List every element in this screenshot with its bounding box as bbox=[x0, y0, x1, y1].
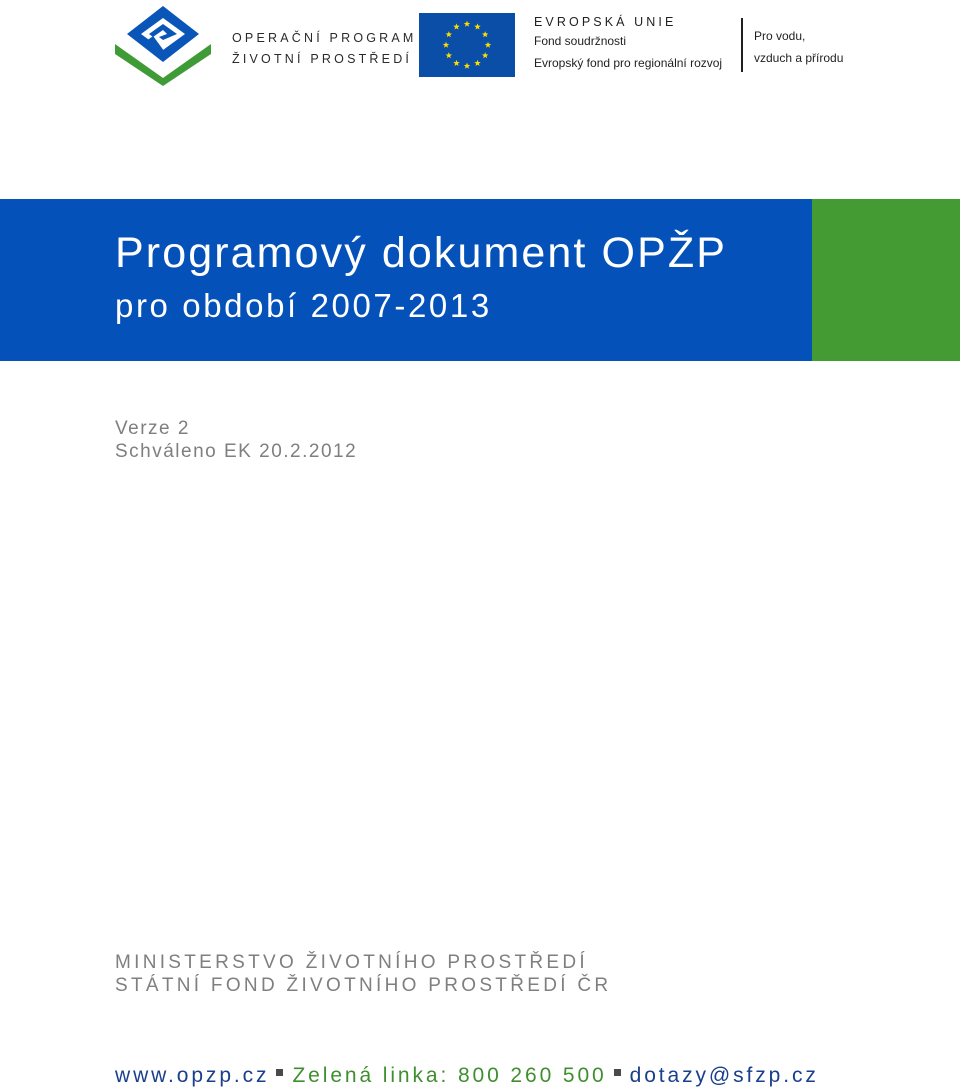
eu-flag-icon bbox=[419, 13, 515, 77]
program-name-line2: ŽIVOTNÍ PROSTŘEDÍ bbox=[232, 52, 413, 66]
approval-date: Schváleno EK 20.2.2012 bbox=[115, 441, 358, 462]
document-title: Programový dokument OPŽP bbox=[115, 229, 728, 277]
opzp-logo-icon bbox=[113, 6, 213, 86]
eu-fund-regional: Evropský fond pro regionální rozvoj bbox=[534, 56, 723, 70]
institutions bbox=[115, 951, 611, 997]
motto-line2: vzduch a přírodu bbox=[754, 51, 844, 65]
header-divider bbox=[741, 18, 743, 72]
title-band-accent bbox=[812, 199, 960, 361]
document-period: pro období 2007-2013 bbox=[115, 287, 492, 324]
footer-contacts bbox=[115, 1063, 819, 1089]
ministry-name: MINISTERSTVO ŽIVOTNÍHO PROSTŘEDÍ bbox=[115, 952, 588, 973]
title-band bbox=[0, 199, 812, 361]
hotline: Zelená linka: 800 260 500 bbox=[292, 1064, 607, 1087]
eu-block bbox=[534, 14, 722, 74]
eu-title: EVROPSKÁ UNIE bbox=[534, 15, 677, 29]
separator-square-icon bbox=[614, 1069, 621, 1076]
motto bbox=[754, 25, 843, 69]
program-name-line1: OPERAČNÍ PROGRAM bbox=[232, 31, 417, 45]
separator-square-icon bbox=[276, 1069, 283, 1076]
program-name bbox=[232, 28, 417, 70]
website-link[interactable]: www.opzp.cz bbox=[115, 1064, 270, 1087]
version-label: Verze 2 bbox=[115, 418, 190, 439]
eu-fund-cohesion: Fond soudržnosti bbox=[534, 34, 627, 48]
fund-name: STÁTNÍ FOND ŽIVOTNÍHO PROSTŘEDÍ ČR bbox=[115, 975, 612, 996]
version-info bbox=[115, 417, 357, 463]
motto-line1: Pro vodu, bbox=[754, 29, 806, 43]
email-link[interactable]: dotazy@sfzp.cz bbox=[629, 1064, 819, 1087]
